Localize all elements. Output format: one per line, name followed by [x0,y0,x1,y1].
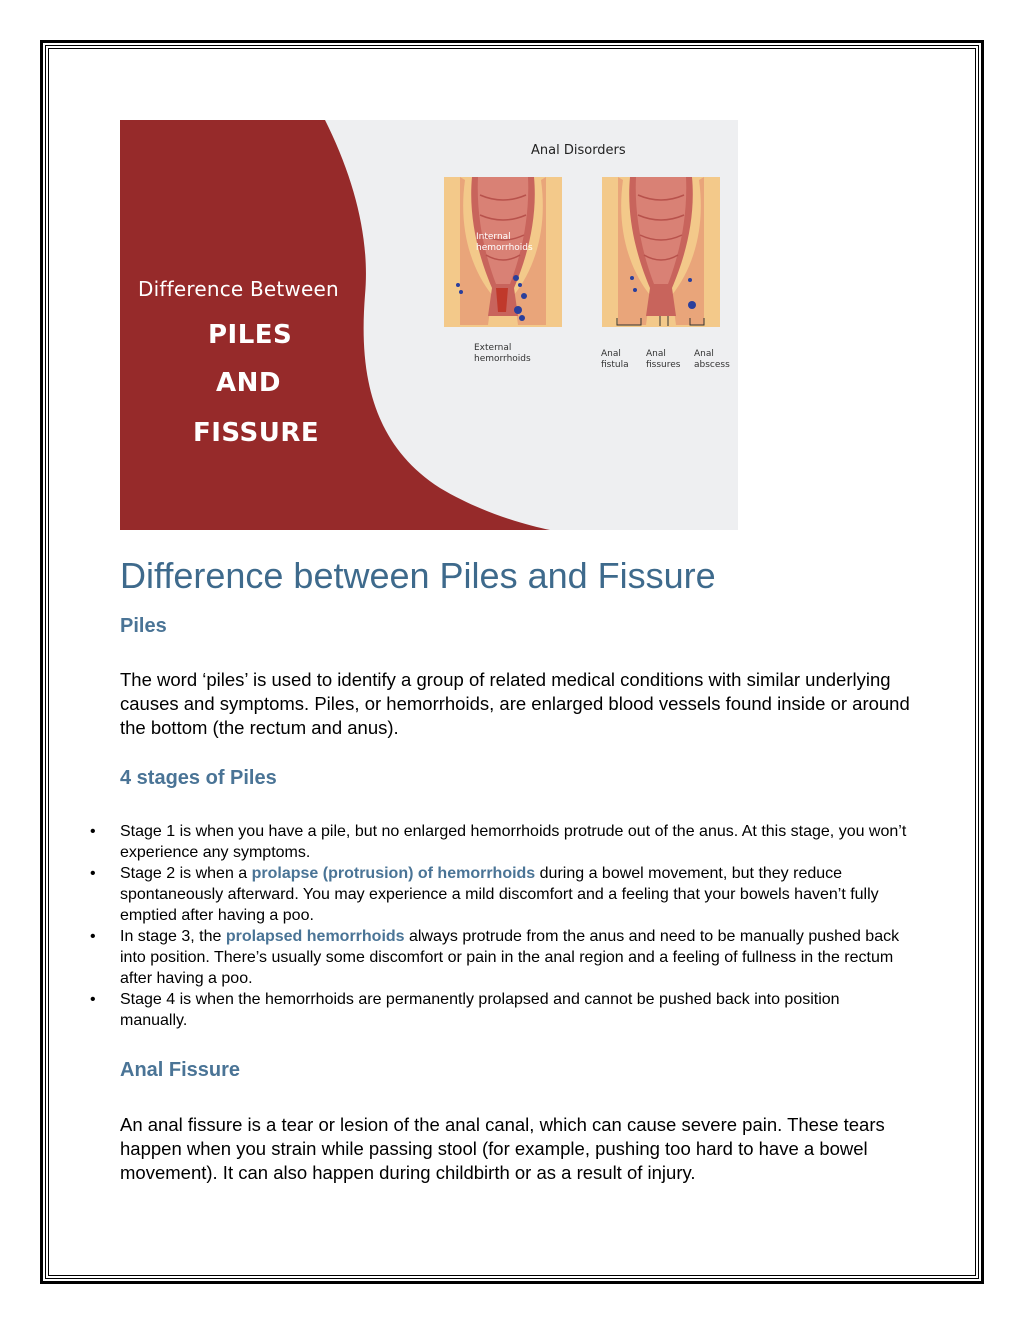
anal-fissures-diagram [602,177,720,327]
piles-heading: Piles [120,615,167,637]
list-item [120,926,910,989]
banner-word-fissure: FISSURE [193,418,320,448]
stage-text: Stage 4 is when the hemorrhoids are permanently prolapsed and cannot be pushed back into position manually. [120,991,840,1029]
diagram-title: Anal Disorders [531,143,626,158]
piles-paragraph: The word ‘piles’ is used to identify a group of related medical conditions with similar underlying causes and symptoms. Piles, or hemorrhoids, are enlarged blood vessels found inside or around the bottom (the rectum and anus). [120,669,910,738]
anal-fissure-paragraph: An anal fissure is a tear or lesion of the anal canal, which can cause severe pain. These tears happen when you strain while passing stool (for example, pushing too hard to have a bowel movement). It can also happen during childbirth or as a result of injury. [120,1114,885,1183]
prolapse-link[interactable]: prolapse (protrusion) of hemorrhoids [251,865,536,882]
stage-text: always protrude from the anus and need to be manually pushed back into position. There’s usually some discomfort or pain in the anal region and a feeling of fullness in the rectum after having a poo. [120,928,900,987]
label-internal-hemorrhoids: Internal hemorrhoids [476,232,533,253]
stage-text: Stage 1 is when you have a pile, but no enlarged hemorrhoids protrude out of the anus. At this stage, you won’t experience any symptoms. [120,823,907,861]
stages-heading: 4 stages of Piles [120,767,277,789]
stages-list [120,821,910,1031]
stage-text: during a bowel movement, but they reduce spontaneously afterward. You may experience a mild discomfort and a feeling that your bowels haven’t fully emptied after having a poo. [120,865,879,924]
prolapsed-hemorrhoids-link[interactable]: prolapsed hemorrhoids [225,928,405,945]
banner-heading: Difference Between [138,277,339,301]
banner-image [120,120,738,530]
list-item [120,989,910,1031]
stage-text: In stage 3, the [120,928,226,945]
label-anal-abscess: Anal abscess [694,349,730,370]
list-item [120,863,910,926]
list-item [120,821,910,863]
label-anal-fissures: Anal fissures [646,349,681,370]
label-anal-fistula: Anal fistula [601,349,629,370]
stage-text: Stage 2 is when a [120,865,252,882]
anal-fissure-heading: Anal Fissure [120,1059,241,1081]
banner-word-piles: PILES [208,320,293,350]
label-external-hemorrhoids: External hemorrhoids [474,343,531,364]
page-title: Difference between Piles and Fissure [120,555,716,596]
banner-word-and: AND [216,368,281,398]
